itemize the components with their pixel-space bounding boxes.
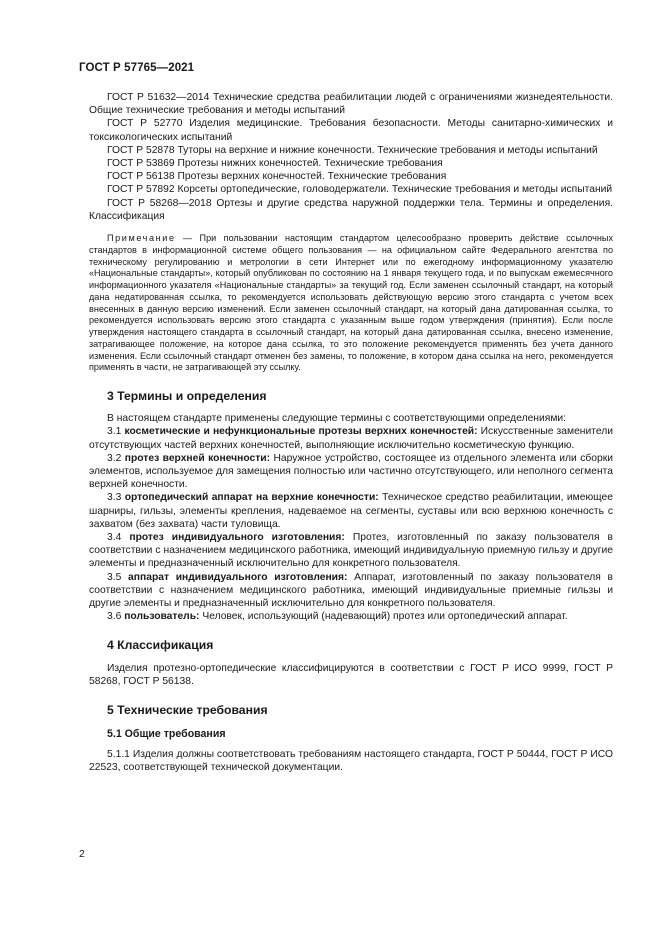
term-name: косметические и нефункциональные протезы верхних конечностей: (124, 426, 478, 438)
term-text: Наружное устройство, состоящее из отдельного элемента или сборки элементов, используемое для замещения полностью или частично отсутствующего, или неполного сегмента верхней конечности. (89, 452, 613, 491)
term-text: Техническое средство реабилитации, имеющее шарниры, гильзы, элементы крепления, надеваемое на сегменты, суставы или всю верхнюю конечность с захватом (без захвата) части туловища. (89, 492, 613, 530)
term-name: ортопедический аппарат на верхние конечности: (124, 492, 379, 504)
term-name: протез индивидуального изготовления: (129, 532, 345, 544)
term-text: Аппарат, изготовленный по заказу пользователя в соответствии с назначением медицинского работника, имеющий индивидуальные приемные гильзы и другие элементы и предназначенный исключительно для конкретного пользователя. (89, 571, 613, 610)
section-5-1-title: 5.1 Общие требования (107, 728, 226, 741)
page-number: 2 (79, 848, 85, 860)
term-text: Протез, изготовленный по заказу пользователя в соответствии с назначением медицинского работника, имеющий индивидуальную приемную гильзу и другие элементы и предназначенный исключительно для конкретного пользователя. (89, 532, 613, 570)
term-name: аппарат индивидуального изготовления: (128, 571, 348, 583)
section-4-text: Изделия протезно-ортопедические классифицируются в соответствии с ГОСТ Р ИСО 9999, ГОСТ Р 58268, ГОСТ Р 56138. (89, 662, 613, 687)
section-5-1-1-text: 5.1.1 Изделия должны соответствовать требованиям настоящего стандарта, ГОСТ Р 50444, ГОСТ Р ИСО 22523, соответствующей технической документации. (89, 748, 613, 773)
reference-item: ГОСТ Р 56138 Протезы верхних конечностей. Технические требования (107, 171, 447, 183)
section-3-title: 3 Термины и определения (107, 389, 267, 404)
term-definition (89, 491, 613, 531)
term-number: 3.6 (107, 611, 122, 623)
term-definition (89, 571, 613, 611)
term-definition (89, 531, 613, 571)
term-definition (89, 425, 613, 451)
term-number: 3.5 (107, 571, 122, 583)
reference-item: ГОСТ Р 51632—2014 Технические средства реабилитации людей с ограничениями жизнедеятельности. Общие технические требования и методы испытаний (89, 92, 613, 117)
term-name: протез верхней конечности: (124, 452, 271, 464)
note-block (89, 233, 613, 374)
term-definition (89, 452, 613, 492)
note-label: Примечание (107, 233, 176, 244)
term-number: 3.2 (107, 452, 122, 464)
term-number: 3.3 (107, 492, 122, 504)
term-number: 3.1 (107, 426, 122, 438)
reference-item: ГОСТ Р 52770 Изделия медицинские. Требования безопасности. Методы санитарно-химических и токсикологических испытаний (89, 118, 613, 143)
reference-item: ГОСТ Р 53869 Протезы нижних конечностей. Технические требования (107, 158, 443, 170)
term-text: Человек, использующий (надевающий) протез или ортопедический аппарат. (199, 611, 568, 623)
term-number: 3.4 (107, 532, 122, 544)
section-5-title: 5 Технические требования (107, 703, 268, 718)
section-3-intro: В настоящем стандарте применены следующие термины с соответствующими определениями: (107, 413, 567, 425)
term-definition (89, 610, 613, 623)
reference-item: ГОСТ Р 58268—2018 Ортезы и другие средства наружной поддержки тела. Термины и определения. Классификация (89, 197, 613, 222)
section-4-title: 4 Классификация (107, 638, 214, 653)
term-text: Искусственные заменители отсутствующих частей верхних конечностей, выполняющие исключительно косметическую функцию. (89, 426, 613, 451)
document-header: ГОСТ Р 57765—2021 (79, 62, 195, 74)
note-text: — При пользовании настоящим стандартом целесообразно проверить действие ссылочных стандартов в информационной системе общего пользования — на официальном сайте Федерального агентства по техническому регулированию и метрологии в сети Интернет или по ежегодному информационному указателю «Национальные стандарты», который опубликован по состоянию на 1 января текущего года, и по выпускам ежемесячного информационного указателя «Национальные стандарты» за текущий год. Если заменен ссылочный стандарт, на который дана недатированная ссылка, то рекомендуется использовать действующую версию этого стандарта с учетом всех внесенных в данную версию изменений. Если заменен ссылочный стандарт, на который дана датированная ссылка, то рекомендуется использовать версию этого стандарта с указанным выше годом утверждения (принятия). Если после утверждения настоящего стандарта в ссылочный стандарт, на который дана датированная ссылка, внесено изменение, затрагивающее положение, на которое дана ссылка, то это положение рекомендуется применять без учета данного изменения. Если ссылочный стандарт отменен без замены, то положение, в котором дана ссылка на него, рекомендуется применять в части, не затрагивающей эту ссылку. (89, 233, 613, 373)
reference-item: ГОСТ Р 57892 Корсеты ортопедические, головодержатели. Технические требования и методы испытаний (107, 184, 613, 196)
document-body (89, 91, 613, 774)
reference-item: ГОСТ Р 52878 Туторы на верхние и нижние конечности. Технические требования и методы испытаний (107, 144, 598, 156)
term-name: пользователь: (124, 611, 200, 623)
